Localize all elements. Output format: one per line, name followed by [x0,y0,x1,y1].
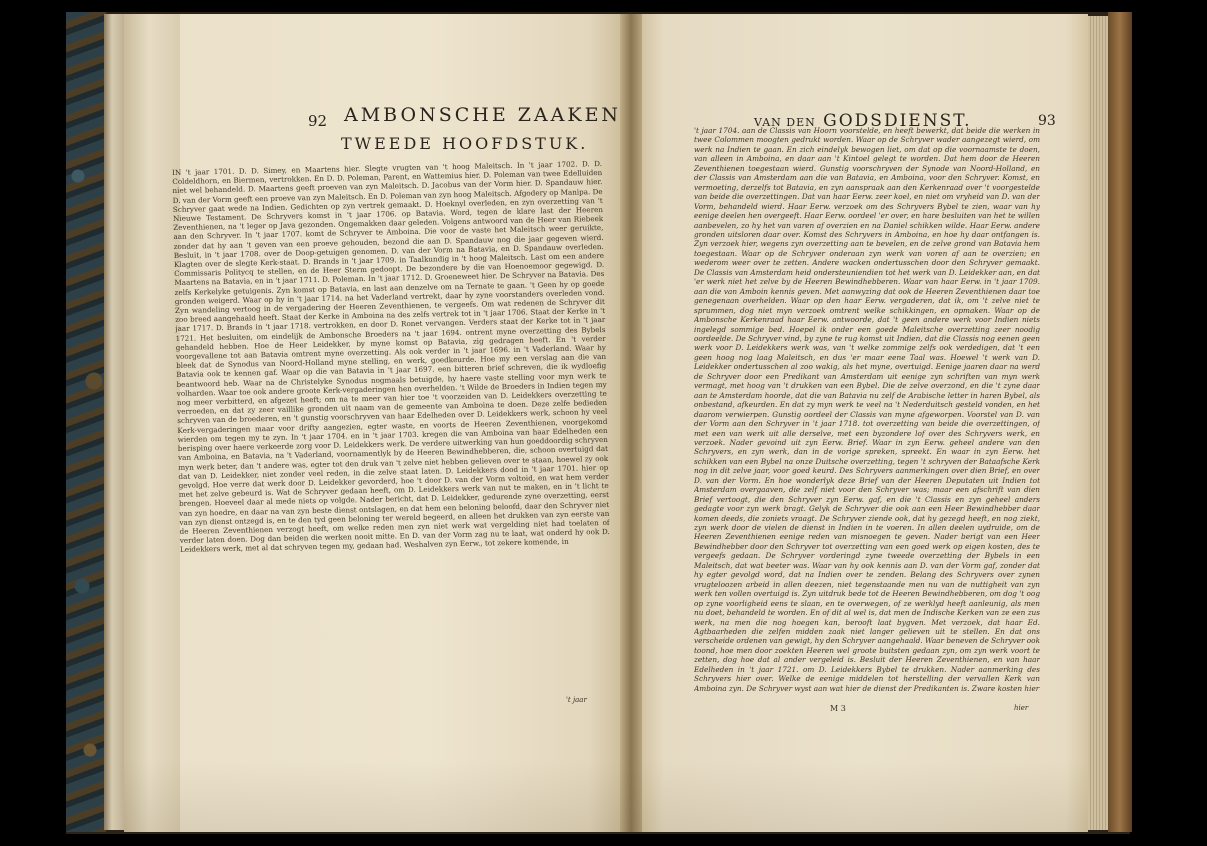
chapter-title: TWEEDE HOOFDSTUK. [341,134,589,153]
running-head-title: GODSDIENST. [823,111,972,131]
page-edges-left [104,14,124,830]
book-gutter [620,14,642,832]
leather-cover-right [1108,12,1132,832]
right-page-number: 93 [1038,113,1056,129]
right-page-body: 't jaar 1704. aan de Classis van Hoorn voorstelde, en heeft bewerkt, dat beide die werken in twee Colommen moogten gedrukt worden. Waar op de Schryver wader aangezegt wierd, om werk na Indien te gaan. En zich eindelyk bewogen liet, om dat op die voornaamste te doen, van alleen in Amboina, en daar aan 't Kintoel gelegt te worden. Dat hem door de Heeren Zeventhienen toegestaan wierd. Gunstig voorschryven der Synode van Noord-Holland, en der Classis van Amsterdam aan die van Batavia, en Amboina, voor den Schryver. Komst, en vermoeting, derzelfs tot Batavia, en zyn aanspraak aan den Kerkenraad over 't voorgestelde van beide die overzettingen. Dat van haar Eerw. zeer koel, en niet om vryheid van D. van der Vorm, behandeld wierd. Haar Eerw. verzoek om des Schryvers Bybel te zien, waar van hy eenige deelen hen overgeeft. Haar Eerw. oordeel 'er over, en hare besluiten van het te willen aanbevelen, zo hy het van varen af overzien en na Daniel schikken wilde. Haar Eerw. andere gronden uitsloren daar over. Komst des Schryvers in Amboina, en hoe hy daar ontfangen is. Zyn verzoek hier, wegens zyn overzetting aan te bevelen, en de zelve grond van Batavia hem toegestaan. Waar op de Schryver onderaan zyn werk van voren af aan te overzien; en wederom weer over te zetten. Andere wacken ondertusschen door den Schryver gemaakt. De Classis van Amsterdam heid ondersteuniendien tot het werk van D. Leidekker aan, en dat 'er werk niet het zelve by de Heeren Bewindhebberen. Waar van haar Eerw. in 't jaar 1709. aan die van Amboin kennis geven. Met aanwyzing dat ook de Heeren Zeventhienen daar toe genegenaan overhelden. Waar op den haar Eerw. vergaderen, dat ik, om 't zelve niet te sprummen, dog niet myn verzoek omtrent welke schikkingen, en opmaken. Waar op de Ambonsche Kerkenraad haar Eerw. antwoorde, dat 't geen andere werk voor Indien niets ingelegd sommige bed. Hoepel ik onder een goede Maleitsche overzetting zeer noodig oordeelde. De Schryver vind, by zyne te rug komst uit Indien, dat die Classis nog eenen geen werk voor D. Leidekkers werk was, van 't welke zommige zelfs ook verdedigen, dat 't een geen hoog nog laag Maleitsch, en dus 'er maar eene Taal was. Hoewel 't werk van D. Leidekker ondertusschen al zoo wakig, als het myne, overtuigd. Eenige jaaren daar na werd de Schryver door een Predikant van Amsterdam uit eenige zyn schriften van myn werk vermagt, met hoog van 't drukken van een Bybel. Die de zelve overzond, en die 't zyne daar aan te Amsterdam hoorde, dat die van Batavia nu zelf de Arabische letter in haren Bybel, als onbestand, afkeurden. En dat zy myn werk te veel na 't Nederduitsch gesteld vonden, en het daarom verwierpen. Gunstig oordeel der Classis van myne afgeworpen. Voorstel van D. van der Vorm aan den Schryver in 't jaar 1718. tot overzetting van beide die overzettingen, of met een van werk uit alle derselve, met een byzondere lof over des Schryvers werk, en verzoek. Nader gevoind uit zyn Eerw. Brief. Waar in zyn Eerw. geheel andere van den Schryvers, en zyn werk, dan in de vorige spreken, spreekt. En waar in zyn Eerw. het schikken van een Bybel na onze Duitsche overzetting, tegen 't schryven der Bataafsche Kerk nog in dit zelve jaar, voor goed keurd. Des Schryvers aanmerkingen over dien Brief, en over D. van der Vorm. En hoe wonderlyk deze Brief van der Heeren Deputaten uit Indien tot Amsterdam overgaaven, die zelf niet voor den Schryver was; maar een afschrift van dien Brief vertoogt, die den Schryver zyn Eerw. gaf, en die 't Classis en zyn geheel anders gedagte voor zyn werk bragt. Gelyk de Schryver die ook aan een Heer Bewindhebber daar komen deeds, die zoniets vraagt. De Schryver ziende ook, dat hy gezegd heeft, en nog ziekt, zyn werk door de vielen de dienst in Indien in te voeren. In allen deelen uydruide, om de Heeren Zeventhienen eenige reden van misnoegen te geven. Nader berigt van een Heer Bewindhebber door den Schryver tot overzetting van een goed werk op eigen kosten, des te vergeefs gedaan. De Schryver vorderingd zyne tweede overzetting der Bybels in een Maleitsch, dat wat beeter was. Waar van hy ook kennis aan D. van der Vorm gaf, zonder dat hy egter gevolgd word, dat na Indien over te zenden. Belang des Schryvers over zynen vrugteloozen arbeid in allen deezen, niet tegenstaande men nu van de nuttigheit van zyn werk ten vollen overtuigd is. Zyn uitdruk bede tot de Heeren Bewindhebberen, om dog 't oog op zyne voorligheid eens te slaan, en te overwegen, of ze werklyd heeft aanleunig, als men nu doet, behandeld te worden. En of dit al wel is, dat men de Indische Kerken van ze een zus werk, na men die nog hoegen kan, berooft laat bygven. Met verzoek, dat haar Ed. Agtbaarheden die zelfen midden zaak niet langer gelieven uit te stellen. En dat ons verscheide ordenen van gewigt, hy den Schryver aangehaald. Waar beneven de Schryver ook toond, hoe men door zoekten Heeren wel groote buitsten gedaan zyn, om zyn werk voort te zetten, dog hoe dat al ander vergeleid is. Besluit der Heeren Zeventhienen, en van haar Edelheden in 't jaar 1721. om D. Leidekkers Bybel te drukken. Nader aanmerking des Schryvers hier over. Welke de eenige middelen tot herstelling der vervallen Kerk van Amboina zyn. De Schryver wyst aan wat hier de dienst der Predikanten is. Zware kosten hier [694,126,1040,693]
left-running-head: AMBONSCHE ZAAKEN [344,104,622,126]
signature-mark: M 3 [830,704,846,713]
right-catchword: hier [1014,704,1029,712]
page-edges-right [1088,16,1110,830]
page-shadow [124,760,1088,832]
marbled-cover-left [66,12,106,832]
running-head-prefix: VAN DEN [754,116,816,129]
left-catchword: 't jaar [566,696,587,704]
left-page-number: 92 [308,112,328,130]
left-page-margin-fold [124,14,180,832]
left-page-body: IN 't jaar 1701. D. D. Simey, en Maartens hier. Slegte vrugten van 't hoog Maleitsch. In 't jaar 1702. D. D. Coldeldhorn, en Biermen, vertrokken. En D. D. Poleman, Parent, en Wattemius hier. D. Poleman van twee Edelluiden niet wel behandeld. D. Maartens geeft proeven van zyn Maleitsch. D. Jacobus van der Vorm hier. D. Spandauw hier. D. van der Vorm geeft een proeve van zyn Maleitsch. En D. Poleman van zyn hoog Maleitsch. Afgodery op Manipa. De Schryver gaat wede na Indien. Gedichten op zyn vertrek gemaakt. D. Hoeknyl overleden, en zyn overzetting van 't Nieuwe Testament. De Schryvers komst in 't jaar 1706. op Batavia. Word, tegen de klare last der Heeren Zeventhienen, na 't leger op Java gezonden. Ongemakken daar geleden. Volgens antwoord van de Heer van Riebeek aan den Schryver. In 't jaar 1707. komt de Schryver te Amboina. Die voor de vaste het Maleitsch weer geruikte, zonder dat hy aan 't geven van een proeve gehouden, bezond die aan D. Spandauw nog die jaar gegeven wierd. Besluit, in 't jaar 1708. over de Doop-getuigen genomen. D. van der Vorm na Batavia, en D. Spandauw overleden. Klagten over de slegte Kerk-staat. D. Brands in 't jaar 1709. in Taalkundig in 't hoog Maleitsch. Last om een andere Commissaris Politycq te stellen, en de Heer Sterm gedoopt. De bezondere by die van Hoenoemoor gegewigd. D. Maartens na Batavia, en in 't jaar 1711. D. Poleman. In 't jaar 1712. D. Groeneweet hier. De Schryver na Batavia. Des zelfs Kerkelyke getuigenis. Zyn komst op Batavia, en last aan denzelve om na Ternate te gaan. 't Geen hy op goede gronden weigerd. Waar op hy in 't jaar 1714. na het Vaderland vertrekt, daar hy zyne voorstanders overleden vond. Zyn wandeling vertoog in de vergadering der Heeren Zeventhienen, te vergeefs. Om wat redenen de Schryver dit zoo breed aangehaald heeft. Staat der Kerke in Amboina na des zelfs vertrek tot in 't jaar 1706. Staat der Kerke in 't jaar 1717. D. Brands in 't jaar 1718. vertrokken, en door D. Ronet vervangen. Verders staat der Kerke tot in 't jaar 1721. Het besluiten, om eindelijk de Ambonsche Broeders na 't jaar 1694. ontrent myne overzetting des Bybels gehandeld hebben. Hoe de Heer Leidekker, by myne komst op Batavia, zig gedragen heeft. En 't verder voorgevallene tot aan Batavia omtrent myne overzetting. Als ook verder in 't jaar 1696. in 't Vaderland. Waar hy bleek dat de Synodus van Noord-Holland myne stelling, en werk, goedkeurde. Hoe my een verslag aan die van Batavia ook te kennen gaf. Waar op die van Batavia in 't jaar 1697. een bitteren brief schreven, die ik wydloefig beantwoord heb. Waar na de Christelyke Synodus nogmaals betuigde, hy haere vaste stelling voor myn werk te volharden. Waar toe ook andere groote Kerk-vergaderingen hen overhelden. 't Wilde de Broeders in Indien tegen my nog meer verbitterd, en afgezet heeft; om na te meer van hier toe 't voorzeiden van D. Leidekkers overzetting te verroeden, en dat zy zeer vaillike gronden uit naam van de gemeente van Amboina te doen. Deze zelfe bedieden schryven van de broederen, en 't gunstig voorschryven van haar Edelheden over D. Leidekkers werk, schoon hy veel Kerk-vergaderingen maar voor drifty aangezien, egter waste, en voorts de Heeren Zeventhienen, voorgekomd wierden om tegen my te zyn. In 't jaar 1704. en in 't jaar 1703. kregen die van Amboina van haar Edelheden een berisping over haere verkeerde zorg voor D. Leidekkers werk. De verdere uitwerking van hun goeddoordig schryven van Amboina, en Batavia, na 't Vaderland, voornamentlyk by de Heeren Bewindhebberen, die, schoon overtuigd dat myn werk beter, dan 't andere was, egter tot den druk van 't zelve niet hebben gelieven over te staan, hoewel zy ook dat van D. Leidekker, niet zonder veel reden, in die zelve staat laten. D. Leidekkers dood in 't jaar 1701. hier op gevolgd. Hoe verre dat werk door D. Leidekker gevorderd, hoe 't door D. van der Vorm voltoid, en wat hem verder met het zelve gebeurd is. Wat de Schryver gedaan heeft, om D. Leidekkers werk van nut te maken, en in 't licht te brengen. Hoeveel daar al mede niets op volgde. Nader bericht, dat D. Leidekker, gedurende zyne overzetting, eerst van zyn hoedre, en daar na van zyn beste dienst ontslagen, en dat hem een beloning beloofd, daar den Schryver niet van zyn dienst ontzegd is, en te den tyd geen beloning ter wereld begeerd, en alleen het drukken van zyn eerste van de Heeren Zeventhienen verzogt heeft, om welke reden men zyn niet werk wat vergelding niet had toelaten of verder laten doen. Dog dan beiden die werken nooit mitte. En D. van der Vorm zag nu te laat, wat onderd hy ook D. Leidekkers werk, met al dat schryven tegen my, gedaan had. Weshalven zyn Eerw., tot zekere komende, in [172,158,610,555]
